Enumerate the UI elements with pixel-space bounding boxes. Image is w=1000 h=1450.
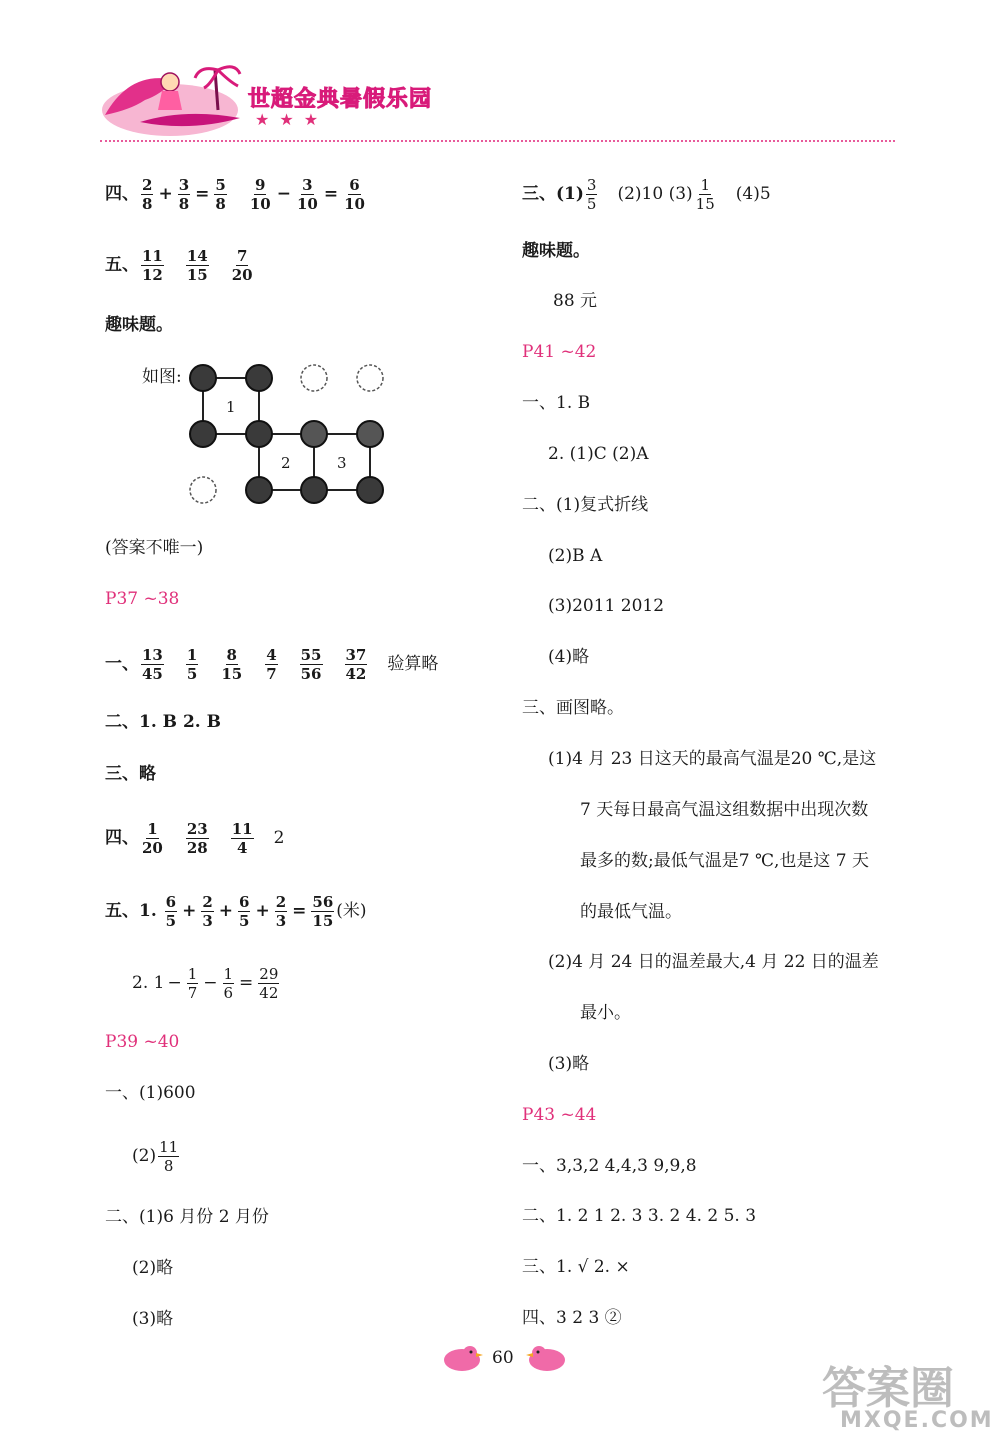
surfer-illustration: [100, 60, 250, 140]
p41-yi1: 一、1. B: [522, 393, 591, 413]
p41-yi2: 2. (1)C (2)A: [548, 444, 649, 464]
region-label-2: 2: [281, 454, 291, 472]
p41-san3: (3)略: [548, 1054, 590, 1074]
region-label-3: 3: [337, 454, 347, 472]
p41-san1c: 最多的数;最低气温是7 ℃,也是这 7 天: [580, 851, 869, 871]
section-p39: P39 ~40: [105, 1032, 180, 1052]
header-divider: [100, 140, 895, 142]
page-number: 60: [492, 1348, 514, 1368]
circle-node: [301, 477, 327, 503]
p43-si: 四、3 2 3 ②: [522, 1308, 622, 1328]
p41-er1: 二、(1)复式折线: [522, 495, 649, 515]
left-si-line: 四、 $\frac{2}{8}$ + $\frac{3}{8}$ = $\frac{5}{8}$ $\frac{9}{10}$ − $\frac{3}{10}$ = $\frac{6}{10}$: [105, 176, 365, 213]
region-label-1: 1: [226, 398, 236, 416]
bird-right-icon: [525, 1343, 569, 1373]
puzzle-figure: [180, 355, 410, 515]
header-title: 世超金典暑假乐园: [248, 87, 433, 112]
circle-node: [357, 477, 383, 503]
p37-san-line: 三、略: [105, 764, 156, 784]
section-p41: P41 ~42: [522, 342, 597, 362]
circle-node: [190, 365, 216, 391]
p43-san: 三、1. √ 2. ×: [522, 1257, 630, 1277]
p41-san1d: 的最低气温。: [580, 902, 682, 922]
right-quwei-heading: 趣味题。: [522, 241, 590, 261]
p37-er-line: 二、1. B 2. B: [105, 712, 221, 732]
circle-node: [246, 477, 272, 503]
p37-si-line: 四、 $\frac{1}{20}$ $\frac{23}{28}$ $\frac{11}{4}$ 2: [105, 820, 285, 857]
p41-san1a: (1)4 月 23 日这天的最高气温是20 ℃,是这: [548, 749, 877, 769]
left-wu-line: 五、 $\frac{11}{12}$ $\frac{14}{15}$ $\frac{7}{20}$: [105, 247, 253, 284]
right-yuan: 88 元: [553, 291, 598, 311]
watermark-url: MXQE.COM: [840, 1408, 994, 1433]
figure-caption: 如图:: [142, 367, 182, 387]
circle-node: [301, 421, 327, 447]
bird-left-icon: [440, 1343, 484, 1373]
right-san-line: 三、(1) $\frac{3}{5}$ (2)10 (3) $\frac{1}{15}$ (4)5: [522, 176, 771, 213]
p37-wu1-line: 五、1. $\frac{6}{5}$ + $\frac{2}{3}$ + $\frac{6}{5}$ + $\frac{2}{3}$ = $\frac{56}{15}$ (米): [105, 893, 367, 930]
p37-yi-line: 一、 $\frac{13}{45}$ $\frac{1}{5}$ $\frac{8}{15}$ $\frac{4}{7}$ $\frac{55}{56}$ $\frac{37}{42}$ 验算略: [105, 646, 439, 683]
p39-er3-line: (3)略: [132, 1309, 174, 1329]
watermark-logo: 答案圈: [822, 1363, 954, 1414]
empty-circle-node: [301, 365, 327, 391]
header-logo: [100, 60, 460, 140]
p37-wu2-line: 2. 1 − $\frac{1}{7}$ − $\frac{1}{6}$ = $\frac{29}{42}$: [132, 965, 279, 1002]
header-stars: ★★★: [255, 110, 329, 129]
p41-er4: (4)略: [548, 647, 590, 667]
empty-circle-node: [357, 365, 383, 391]
p39-yi2-line: (2) $\frac{11}{8}$: [132, 1138, 179, 1175]
circle-node: [246, 421, 272, 447]
circle-node: [190, 421, 216, 447]
circle-node: [246, 365, 272, 391]
p39-yi1-line: 一、(1)600: [105, 1083, 196, 1103]
p41-san1b: 7 天每日最高气温这组数据中出现次数: [580, 800, 869, 820]
section-p37: P37 ~38: [105, 589, 180, 609]
p39-er2-line: (2)略: [132, 1258, 174, 1278]
section-p43: P43 ~44: [522, 1105, 597, 1125]
p41-san-title: 三、画图略。: [522, 698, 624, 718]
left-note: (答案不唯一): [105, 538, 204, 558]
p39-er1-line: 二、(1)6 月份 2 月份: [105, 1207, 269, 1227]
circle-node: [357, 421, 383, 447]
p41-san2b: 最小。: [580, 1003, 631, 1023]
p43-er: 二、1. 2 1 2. 3 3. 2 4. 2 5. 3: [522, 1206, 757, 1226]
p41-er2: (2)B A: [548, 546, 603, 566]
left-quwei-heading: 趣味题。: [105, 315, 173, 335]
p41-er3: (3)2011 2012: [548, 596, 665, 616]
p43-yi: 一、3,3,2 4,4,3 9,9,8: [522, 1156, 697, 1176]
empty-circle-node: [190, 477, 216, 503]
p41-san2a: (2)4 月 24 日的温差最大,4 月 22 日的温差: [548, 952, 879, 972]
